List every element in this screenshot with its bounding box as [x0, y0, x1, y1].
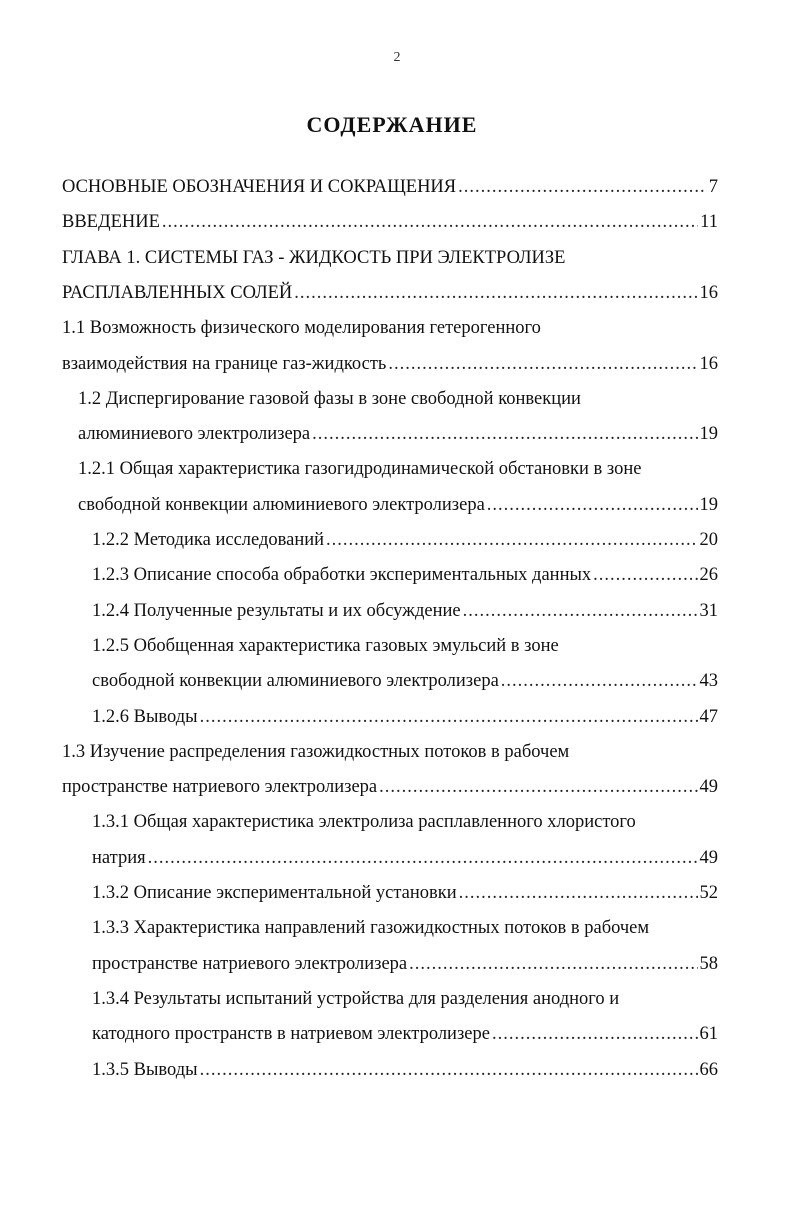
toc-entry — [92, 631, 559, 661]
dot-leader — [294, 278, 697, 308]
toc-entry — [92, 913, 649, 943]
toc-entry-page: 49 — [699, 847, 718, 868]
toc-entry-page: 66 — [699, 1059, 718, 1080]
toc-entry — [92, 949, 718, 979]
dot-leader — [593, 560, 697, 590]
toc-entry-page: 16 — [699, 282, 718, 303]
toc-entry — [92, 525, 718, 555]
toc-entry-text: 1.2.3 Описание способа обработки экспериментальных данных — [92, 565, 592, 586]
toc-entry — [92, 1019, 718, 1049]
toc-entry-text: 1.3 Изучение распределения газожидкостных потоков в рабочем — [62, 741, 570, 762]
toc-entry — [92, 843, 718, 873]
toc-entry — [92, 702, 718, 732]
dot-leader — [162, 207, 698, 237]
toc-entry — [78, 384, 581, 414]
toc-entry — [62, 278, 718, 308]
toc-entry-page: 61 — [699, 1024, 718, 1045]
toc-entry-page: 19 — [699, 494, 718, 515]
toc-entry-text: 1.3.1 Общая характеристика электролиза расплавленного хлористого — [92, 812, 636, 833]
toc-entry-text: алюминиевого электролизера — [78, 424, 311, 445]
toc-entry-text: 1.1 Возможность физического моделирования гетерогенного — [62, 318, 541, 339]
dot-leader — [458, 172, 707, 202]
toc-entry — [62, 349, 718, 379]
toc-entry-page: 26 — [699, 565, 718, 586]
page-title: СОДЕРЖАНИЕ — [306, 112, 478, 137]
toc-entry-text: свободной конвекции алюминиевого электролизера — [92, 671, 499, 692]
toc-entry-page: 7 — [708, 177, 718, 197]
dot-leader — [148, 843, 698, 873]
toc-entry — [62, 313, 541, 343]
toc-entry-page: 52 — [699, 883, 718, 903]
toc-entry-page: 16 — [699, 353, 718, 374]
toc-entry-text: 1.3.2 Описание экспериментальной установки — [92, 883, 457, 903]
toc-entry — [62, 772, 718, 802]
toc-entry-text: ВВЕДЕНИЕ — [62, 212, 160, 233]
dot-leader — [379, 772, 697, 802]
dot-leader — [463, 596, 698, 626]
toc-entry-page: 49 — [699, 777, 718, 798]
dot-leader — [200, 702, 698, 732]
toc-entry-page: 31 — [699, 600, 718, 621]
toc-entry-page: 43 — [699, 671, 718, 692]
toc-entry-text: 1.2.6 Выводы — [92, 706, 198, 727]
toc-entry — [92, 596, 718, 626]
dot-leader — [492, 1019, 698, 1049]
toc-entry — [78, 419, 718, 449]
toc-entry — [92, 878, 718, 908]
toc-entry-text: РАСПЛАВЛЕННЫХ СОЛЕЙ — [62, 282, 293, 303]
dot-leader — [388, 349, 697, 379]
toc-entry-text: 1.2 Диспергирование газовой фазы в зоне свободной конвекции — [78, 388, 581, 409]
dot-leader — [409, 949, 697, 979]
toc-entry-text: натрия — [92, 847, 146, 868]
toc-entry — [62, 737, 569, 767]
dot-leader — [487, 490, 698, 520]
toc-entry — [92, 807, 636, 837]
toc-entry — [92, 984, 619, 1014]
page-number: 2 — [393, 50, 401, 65]
toc-entry — [92, 560, 718, 590]
toc-entry — [62, 243, 565, 273]
dot-leader — [326, 525, 697, 555]
toc-entry-text: ОСНОВНЫЕ ОБОЗНАЧЕНИЯ И СОКРАЩЕНИЯ — [62, 177, 457, 197]
toc-entry — [78, 490, 718, 520]
toc-entry — [62, 207, 718, 237]
toc-entry-text: свободной конвекции алюминиевого электролизера — [78, 494, 485, 515]
toc-entry-text: катодного пространств в натриевом электролизере — [92, 1024, 490, 1045]
dot-leader — [312, 419, 697, 449]
toc-entry — [78, 454, 641, 484]
toc-entry-text: 1.2.4 Полученные результаты и их обсуждение — [92, 600, 461, 621]
toc-entry-text: 1.3.4 Результаты испытаний устройства для разделения анодного и — [92, 988, 620, 1009]
toc-entry — [62, 172, 718, 202]
toc-entry — [92, 666, 718, 696]
dot-leader — [459, 878, 698, 908]
toc-entry-text: 1.2.5 Обобщенная характеристика газовых эмульсий в зоне — [92, 635, 559, 656]
toc-entry-text: 1.3.5 Выводы — [92, 1059, 198, 1080]
toc-entry-text: 1.2.1 Общая характеристика газогидродинамической обстановки в зоне — [78, 459, 642, 480]
toc-entry-text: 1.2.2 Методика исследований — [92, 530, 325, 550]
toc-entry-page: 58 — [699, 953, 718, 974]
toc-entry-page: 20 — [699, 530, 718, 550]
toc-entry-page: 11 — [700, 212, 718, 233]
toc-entry-text: 1.3.3 Характеристика направлений газожидкостных потоков в рабочем — [92, 918, 650, 939]
toc-entry-page: 19 — [699, 424, 718, 445]
toc-entry-text: взаимодействия на границе газ-жидкость — [62, 353, 387, 374]
toc-entry-text: пространстве натриевого электролизера — [62, 777, 378, 798]
toc-entry — [92, 1055, 718, 1085]
toc-entry-text: ГЛАВА 1. СИСТЕМЫ ГАЗ - ЖИДКОСТЬ ПРИ ЭЛЕКТРОЛИЗЕ — [62, 247, 566, 268]
dot-leader — [200, 1055, 698, 1085]
dot-leader — [501, 666, 698, 696]
toc-entry-text: пространстве натриевого электролизера — [92, 953, 408, 974]
toc-entry-page: 47 — [699, 706, 718, 727]
